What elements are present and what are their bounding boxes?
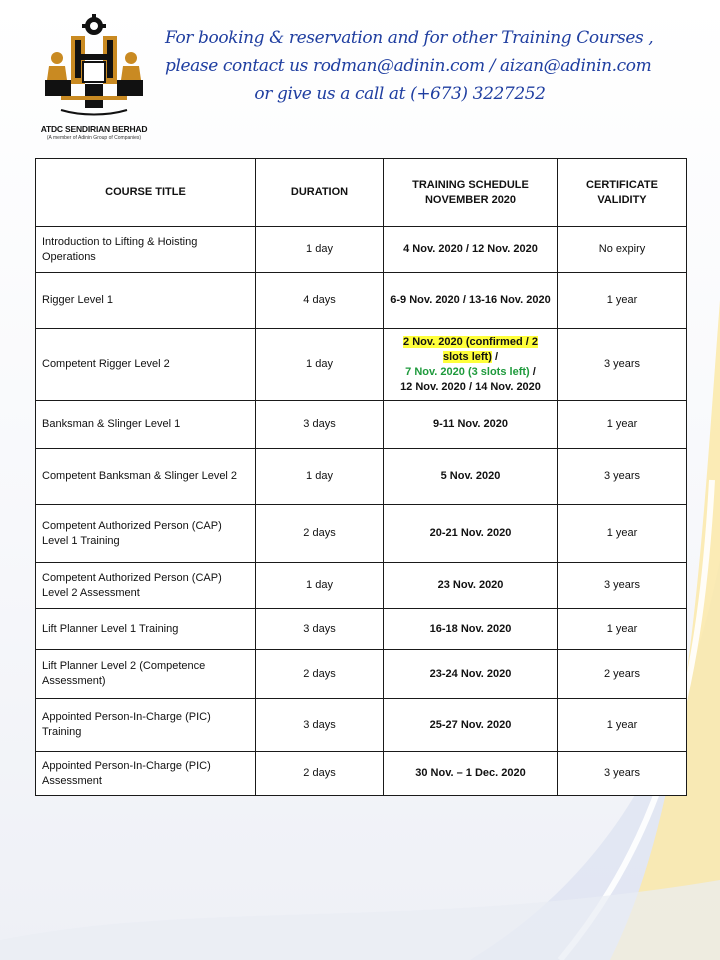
course-validity: 1 year [558,401,687,449]
training-schedule-table [35,158,687,796]
table-row [36,273,687,329]
header-duration: DURATION [256,159,384,227]
table-row [36,609,687,650]
course-duration: 2 days [256,650,384,699]
course-validity: 1 year [558,609,687,650]
contact-line-3[interactable]: or give us a call at (+673) 3227252 [254,84,546,104]
company-subtitle: (A member of Adinin Group of Companies) [46,135,142,141]
course-duration: 2 days [256,752,384,796]
course-validity: 1 year [558,699,687,752]
contact-line-2[interactable]: please contact us rodman@adinin.com / aizan@adinin.com [165,56,652,76]
course-title: Competent Banksman & Slinger Level 2 [36,449,256,505]
course-schedule [384,329,558,401]
contact-info [165,24,654,108]
table-row [36,699,687,752]
table-row [36,563,687,609]
header-validity-line1: CERTIFICATE [586,178,658,191]
contact-line-1: For booking & reservation and for other Training Courses , [165,28,654,48]
course-schedule: 25-27 Nov. 2020 [384,699,558,752]
table-row [36,401,687,449]
course-duration: 3 days [256,699,384,752]
table-row [36,329,687,401]
course-duration: 1 day [256,563,384,609]
course-schedule: 23-24 Nov. 2020 [384,650,558,699]
course-duration: 1 day [256,227,384,273]
course-duration: 3 days [256,609,384,650]
schedule-slots-left: 7 Nov. 2020 (3 slots left) [405,365,530,378]
course-schedule: 30 Nov. – 1 Dec. 2020 [384,752,558,796]
course-schedule: 5 Nov. 2020 [384,449,558,505]
header-training-schedule [384,159,558,227]
header-schedule-line2: NOVEMBER 2020 [424,193,517,206]
header-course-title: COURSE TITLE [36,159,256,227]
course-validity: 1 year [558,273,687,329]
schedule-separator: / [529,365,536,378]
course-schedule: 20-21 Nov. 2020 [384,505,558,563]
table-row [36,752,687,796]
course-title: Competent Authorized Person (CAP) Level 2 Assessment [36,563,256,609]
course-title: Introduction to Lifting & Hoisting Operations [36,227,256,273]
header-validity-line2: VALIDITY [597,193,647,206]
course-title: Lift Planner Level 2 (Competence Assessment) [36,650,256,699]
course-schedule: 16-18 Nov. 2020 [384,609,558,650]
company-name: ATDC SENDIRIAN BERHAD [40,124,148,134]
company-logo [31,14,157,144]
course-duration: 3 days [256,401,384,449]
course-validity: 3 years [558,563,687,609]
header-schedule-line1: TRAINING SCHEDULE [412,178,529,191]
course-validity: 3 years [558,449,687,505]
logo-emblem-icon [31,14,157,122]
course-duration: 1 day [256,449,384,505]
schedule-confirmed-highlight: 2 Nov. 2020 (confirmed / 2 slots left) [403,335,538,363]
course-schedule: 9-11 Nov. 2020 [384,401,558,449]
table-row [36,449,687,505]
header-certificate-validity [558,159,687,227]
course-title: Competent Rigger Level 2 [36,329,256,401]
course-validity: 3 years [558,752,687,796]
course-schedule: 4 Nov. 2020 / 12 Nov. 2020 [384,227,558,273]
course-validity: 2 years [558,650,687,699]
course-title: Rigger Level 1 [36,273,256,329]
table-row [36,650,687,699]
course-schedule: 6-9 Nov. 2020 / 13-16 Nov. 2020 [384,273,558,329]
course-schedule: 23 Nov. 2020 [384,563,558,609]
course-validity: No expiry [558,227,687,273]
course-duration: 2 days [256,505,384,563]
schedule-other-dates: 12 Nov. 2020 / 14 Nov. 2020 [400,380,541,393]
course-validity: 1 year [558,505,687,563]
course-title: Lift Planner Level 1 Training [36,609,256,650]
course-title: Banksman & Slinger Level 1 [36,401,256,449]
table-row [36,227,687,273]
course-title: Competent Authorized Person (CAP) Level 1 Training [36,505,256,563]
table-row [36,505,687,563]
schedule-separator: / [491,350,499,363]
course-title: Appointed Person-In-Charge (PIC) Assessment [36,752,256,796]
table-header-row [36,159,687,227]
course-duration: 1 day [256,329,384,401]
course-title: Appointed Person-In-Charge (PIC) Training [36,699,256,752]
course-validity: 3 years [558,329,687,401]
course-duration: 4 days [256,273,384,329]
